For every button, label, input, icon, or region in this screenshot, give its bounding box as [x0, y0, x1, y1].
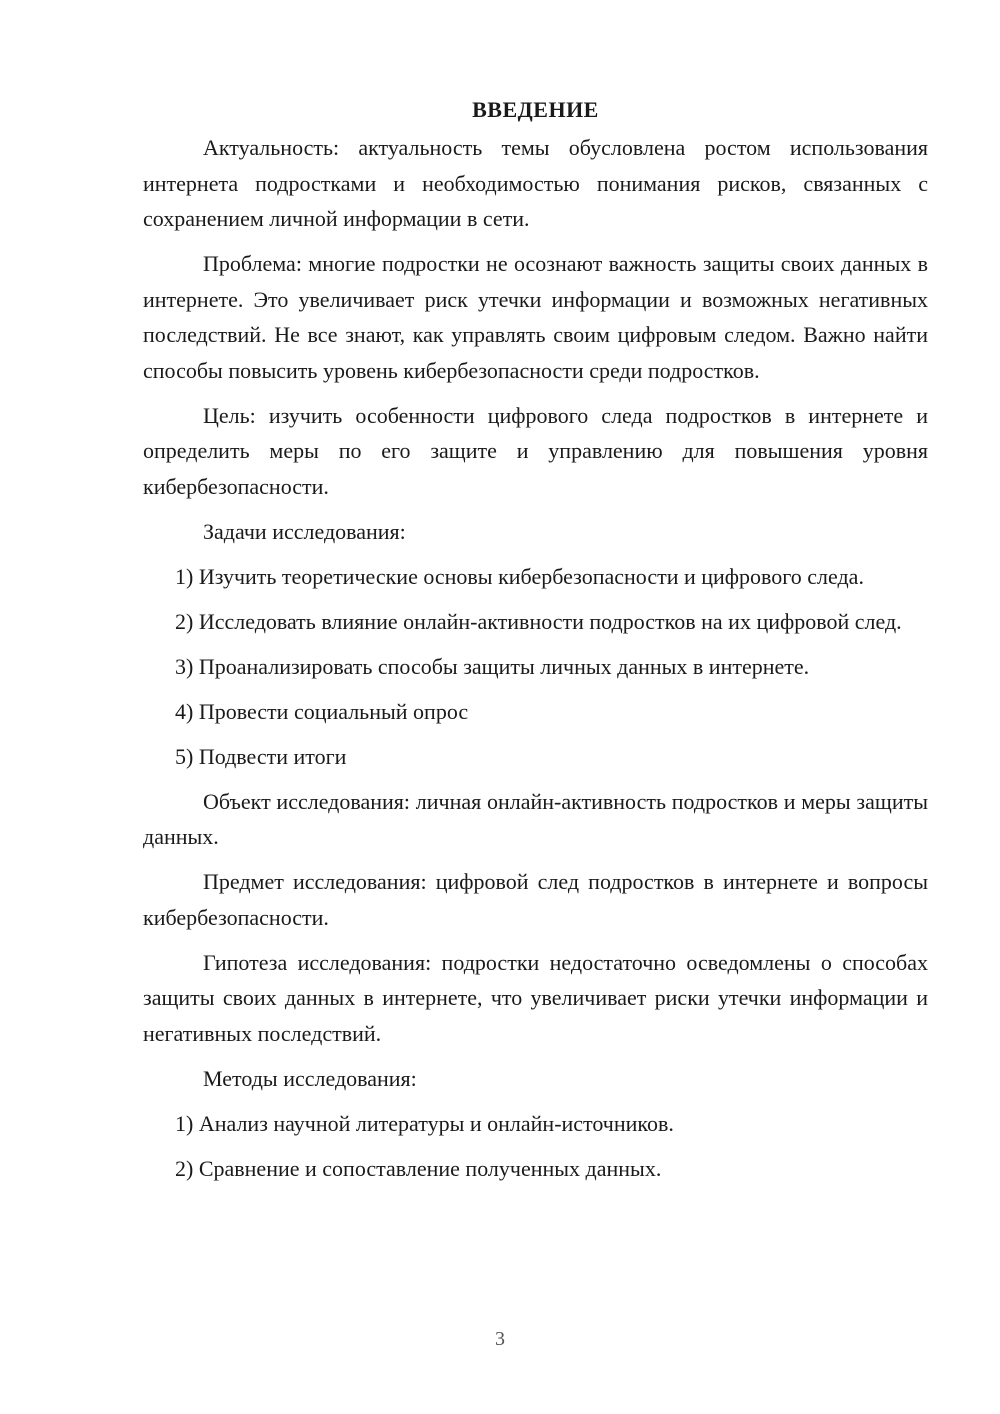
list-item-task-4: 4) Провести социальный опрос: [175, 698, 469, 724]
list-item-task-1: 1) Изучить теоретические основы кибербезопасности и цифрового следа.: [175, 563, 864, 589]
paragraph-methods-heading: Методы исследования:: [203, 1065, 417, 1091]
paragraph-subject: Предмет исследования: цифровой след подростков в интернете и вопросы кибербезопасности.: [143, 869, 928, 930]
page-number: 3: [495, 1328, 505, 1350]
list-item-task-3: 3) Проанализировать способы защиты личных данных в интернете.: [175, 653, 810, 679]
list-item-method-2: 2) Сравнение и сопоставление полученных данных.: [175, 1155, 662, 1181]
paragraph-relevance: Актуальность: актуальность темы обусловлена ростом использования интернета подростками и необходимостью понимания рисков, связанных с сохранением личной информации в сети.: [143, 135, 928, 231]
paragraph-tasks-heading: Задачи исследования:: [203, 518, 406, 544]
list-item-task-5: 5) Подвести итоги: [175, 743, 347, 769]
paragraph-problem: Проблема: многие подростки не осознают важность защиты своих данных в интернете. Это увеличивает риск утечки информации и возможных негативных последствий. Не все знают, как управлять своим цифровым следом. Важно найти способы повысить уровень кибербезопасности среди подростков.: [143, 251, 928, 383]
document-page: [143, 90, 928, 1196]
section-title: ВВЕДЕНИЕ: [472, 97, 599, 122]
paragraph-goal: Цель: изучить особенности цифрового следа подростков в интернете и определить меры по его защите и управлению для повышения уровня кибербезопасности.: [143, 402, 928, 499]
list-item-task-2: 2) Исследовать влияние онлайн-активности подростков на их цифровой след.: [175, 608, 902, 634]
list-item-method-1: 1) Анализ научной литературы и онлайн-источников.: [175, 1110, 674, 1136]
paragraph-hypothesis: Гипотеза исследования: подростки недостаточно осведомлены о способах защиты своих данных в интернете, что увеличивает риски утечки информации и негативных последствий.: [143, 949, 928, 1046]
paragraph-object: Объект исследования: личная онлайн-активность подростков и меры защиты данных.: [143, 788, 928, 849]
